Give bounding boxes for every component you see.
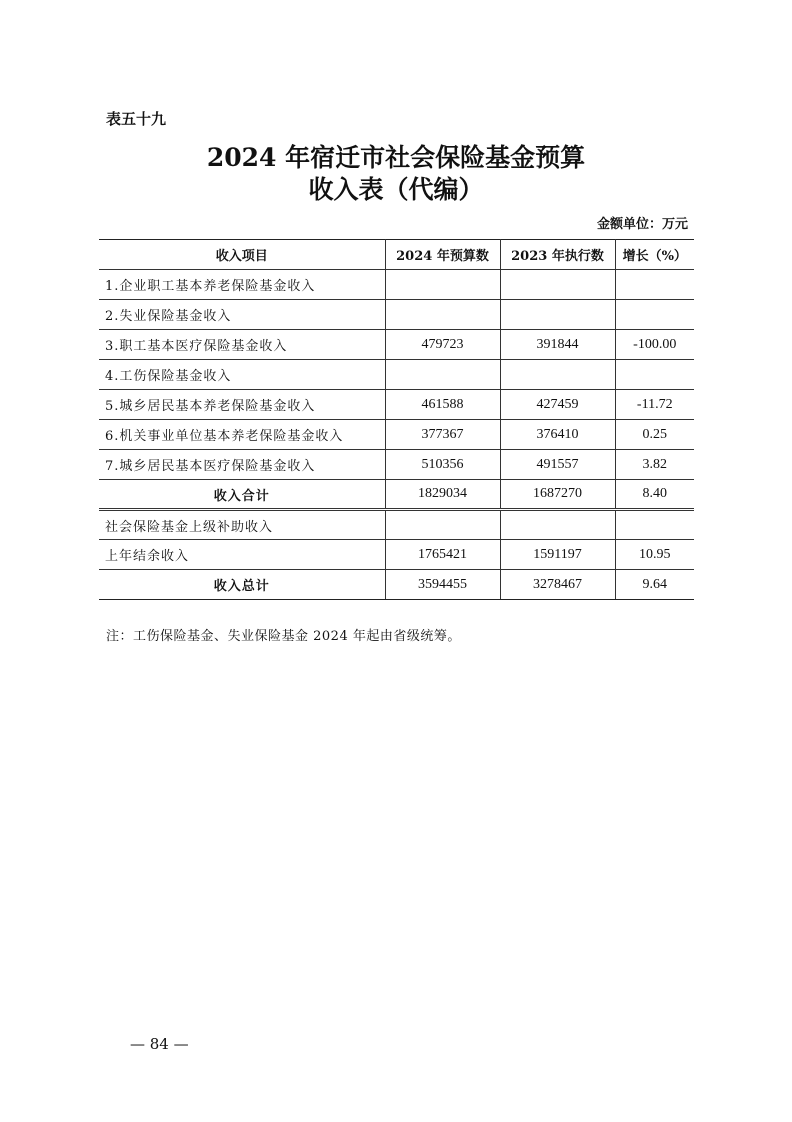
subtotal-label: 收入合计 [99, 480, 385, 510]
grand-total-row [99, 570, 694, 600]
row-label: 2.失业保险基金收入 [99, 300, 385, 330]
row-label: 5.城乡居民基本养老保险基金收入 [99, 390, 385, 420]
actual-2023-value [500, 300, 615, 330]
table-row [99, 360, 694, 390]
footnote: 注：工伤保险基金、失业保险基金 2024 年起由省级统筹。 [106, 629, 461, 644]
table-row [99, 540, 694, 570]
budget-2024-value [385, 270, 500, 300]
budget-2024-value [385, 360, 500, 390]
table-row [99, 270, 694, 300]
growth-value: 10.95 [615, 540, 694, 570]
row-label: 7.城乡居民基本医疗保险基金收入 [99, 450, 385, 480]
growth-value: 8.40 [615, 480, 694, 510]
header-growth: 增长（%） [615, 240, 694, 270]
budget-2024-value: 461588 [385, 390, 500, 420]
income-table [99, 239, 694, 600]
growth-value [615, 510, 694, 540]
budget-2024-value: 1765421 [385, 540, 500, 570]
budget-2024-value: 1829034 [385, 480, 500, 510]
row-label: 上年结余收入 [99, 540, 385, 570]
budget-2024-value [385, 300, 500, 330]
page-number: — 84 — [130, 1035, 189, 1053]
table-row [99, 450, 694, 480]
growth-value [615, 360, 694, 390]
row-label: 4.工伤保险基金收入 [99, 360, 385, 390]
actual-2023-value: 1687270 [500, 480, 615, 510]
actual-2023-value: 491557 [500, 450, 615, 480]
actual-2023-value: 427459 [500, 390, 615, 420]
actual-2023-value [500, 360, 615, 390]
header-actual-2023: 2023 年执行数 [500, 240, 615, 270]
budget-2024-value: 479723 [385, 330, 500, 360]
row-label: 社会保险基金上级补助收入 [99, 510, 385, 540]
budget-2024-value: 3594455 [385, 570, 500, 600]
amount-unit: 金额单位：万元 [596, 217, 688, 232]
growth-value [615, 300, 694, 330]
growth-value: -11.72 [615, 390, 694, 420]
growth-value: -100.00 [615, 330, 694, 360]
actual-2023-value: 376410 [500, 420, 615, 450]
actual-2023-value: 1591197 [500, 540, 615, 570]
budget-2024-value [385, 510, 500, 540]
actual-2023-value: 3278467 [500, 570, 615, 600]
table-header-row [99, 240, 694, 270]
growth-value [615, 270, 694, 300]
table-row [99, 390, 694, 420]
row-label: 3.职工基本医疗保险基金收入 [99, 330, 385, 360]
grand-total-label: 收入总计 [99, 570, 385, 600]
row-label: 6.机关事业单位基本养老保险基金收入 [99, 420, 385, 450]
table-number: 表五十九 [106, 110, 167, 128]
subtotal-row [99, 480, 694, 510]
table-row [99, 510, 694, 540]
actual-2023-value [500, 510, 615, 540]
budget-2024-value: 510356 [385, 450, 500, 480]
header-budget-2024: 2024 年预算数 [385, 240, 500, 270]
table-row [99, 300, 694, 330]
actual-2023-value: 391844 [500, 330, 615, 360]
actual-2023-value [500, 270, 615, 300]
page-title-line-2: 收入表（代编） [308, 175, 484, 204]
budget-2024-value: 377367 [385, 420, 500, 450]
row-label: 1.企业职工基本养老保险基金收入 [99, 270, 385, 300]
table-row [99, 330, 694, 360]
table-row [99, 420, 694, 450]
growth-value: 9.64 [615, 570, 694, 600]
growth-value: 0.25 [615, 420, 694, 450]
growth-value: 3.82 [615, 450, 694, 480]
header-income-item: 收入项目 [99, 240, 385, 270]
page-title-line-1: 2024 年宿迁市社会保险基金预算 [206, 143, 586, 172]
